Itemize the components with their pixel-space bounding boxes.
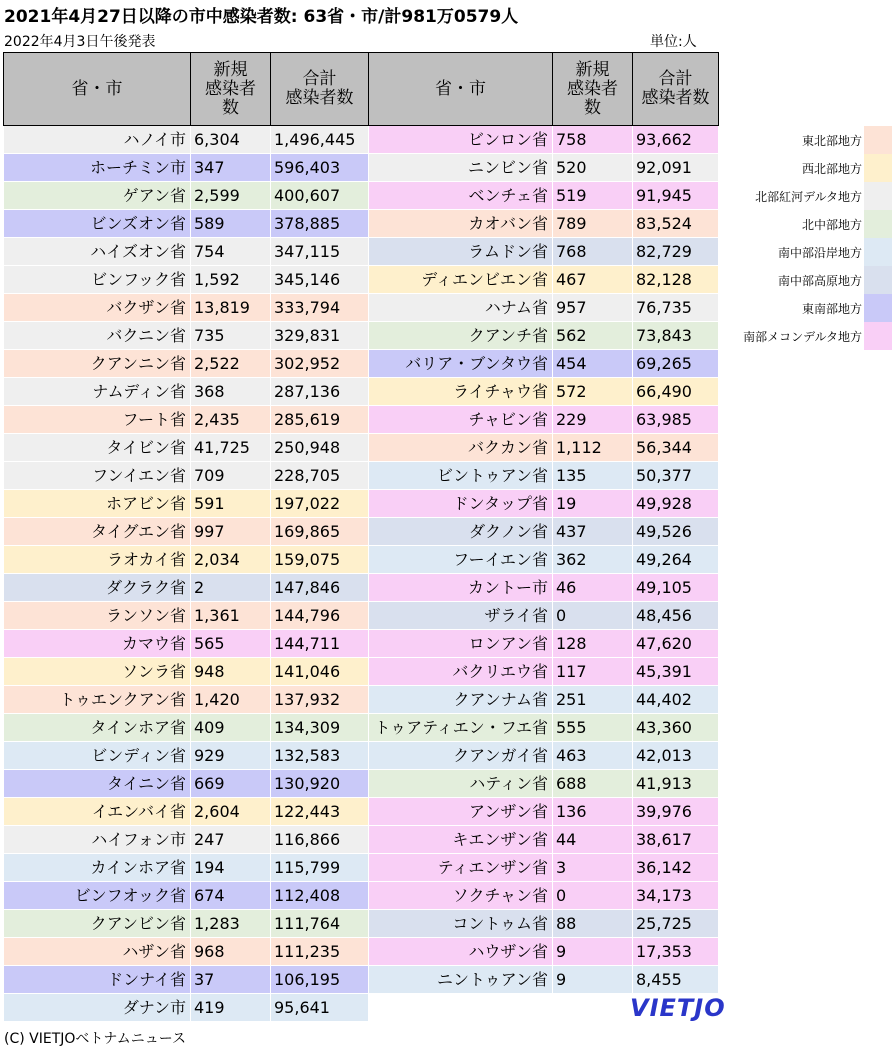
province-name-cell: タイニン省 xyxy=(4,770,191,798)
table-row xyxy=(369,658,719,686)
province-name-cell: クアンビン省 xyxy=(4,910,191,938)
province-name-cell: ロンアン省 xyxy=(369,630,553,658)
legend-item xyxy=(724,182,892,210)
total-cases-cell: 132,583 xyxy=(271,742,369,770)
province-name-cell: ニンビン省 xyxy=(369,154,553,182)
legend-label: 南中部沿岸地方 xyxy=(777,246,862,260)
province-name-cell: ライチャウ省 xyxy=(369,378,553,406)
table-row xyxy=(4,350,369,378)
right-case-table xyxy=(368,52,719,994)
legend-label: 南中部高原地方 xyxy=(777,274,862,288)
legend-swatch xyxy=(864,210,892,238)
total-cases-cell: 197,022 xyxy=(271,490,369,518)
header-province: 省・市 xyxy=(4,53,191,126)
total-cases-cell: 159,075 xyxy=(271,546,369,574)
total-cases-cell: 122,443 xyxy=(271,798,369,826)
new-cases-cell: 1,361 xyxy=(191,602,271,630)
table-row xyxy=(369,490,719,518)
table-row xyxy=(4,490,369,518)
total-cases-cell: 82,729 xyxy=(633,238,719,266)
legend-item xyxy=(724,154,892,182)
total-cases-cell: 76,735 xyxy=(633,294,719,322)
table-row xyxy=(4,378,369,406)
table-row xyxy=(369,126,719,154)
header-new-cases: 新規 感染者 数 xyxy=(191,53,271,126)
province-name-cell: ソンラ省 xyxy=(4,658,191,686)
new-cases-cell: 2,522 xyxy=(191,350,271,378)
legend-label: 東北部地方 xyxy=(801,134,862,148)
province-name-cell: ドンナイ省 xyxy=(4,966,191,994)
province-name-cell: ビンディン省 xyxy=(4,742,191,770)
table-row xyxy=(369,826,719,854)
total-cases-cell: 45,391 xyxy=(633,658,719,686)
left-case-table xyxy=(3,52,369,1022)
new-cases-cell: 562 xyxy=(553,322,633,350)
new-cases-cell: 37 xyxy=(191,966,271,994)
legend-label: 西北部地方 xyxy=(801,162,862,176)
total-cases-cell: 141,046 xyxy=(271,658,369,686)
table-row xyxy=(4,910,369,938)
total-cases-cell: 82,128 xyxy=(633,266,719,294)
table-row xyxy=(4,406,369,434)
province-name-cell: タインホア省 xyxy=(4,714,191,742)
province-name-cell: フート省 xyxy=(4,406,191,434)
table-row xyxy=(369,238,719,266)
page-title: 2021年4月27日以降の市中感染者数: 63省・市/計981万0579人 xyxy=(4,7,519,27)
new-cases-cell: 9 xyxy=(553,938,633,966)
legend-item xyxy=(724,266,892,294)
header-total-cases: 合計 感染者数 xyxy=(633,53,719,126)
table-row xyxy=(4,826,369,854)
table-row xyxy=(4,546,369,574)
table-row xyxy=(4,714,369,742)
table-row xyxy=(4,266,369,294)
province-name-cell: ビンフック省 xyxy=(4,266,191,294)
table-row xyxy=(4,238,369,266)
total-cases-cell: 56,344 xyxy=(633,434,719,462)
legend-swatch xyxy=(864,238,892,266)
legend-item xyxy=(724,210,892,238)
new-cases-cell: 9 xyxy=(553,966,633,994)
total-cases-cell: 116,866 xyxy=(271,826,369,854)
total-cases-cell: 39,976 xyxy=(633,798,719,826)
table-row xyxy=(369,686,719,714)
new-cases-cell: 117 xyxy=(553,658,633,686)
total-cases-cell: 333,794 xyxy=(271,294,369,322)
total-cases-cell: 400,607 xyxy=(271,182,369,210)
total-cases-cell: 47,620 xyxy=(633,630,719,658)
table-row xyxy=(4,630,369,658)
province-name-cell: ビンフオック省 xyxy=(4,882,191,910)
legend-item xyxy=(724,294,892,322)
table-row xyxy=(369,322,719,350)
legend-item xyxy=(724,322,892,350)
total-cases-cell: 228,705 xyxy=(271,462,369,490)
copyright-footer: (C) VIETJOベトナムニュース xyxy=(4,1031,187,1047)
total-cases-cell: 63,985 xyxy=(633,406,719,434)
vietjo-logo: VIETJO xyxy=(630,994,726,1022)
table-row xyxy=(4,770,369,798)
new-cases-cell: 2,604 xyxy=(191,798,271,826)
table-row xyxy=(369,574,719,602)
table-row xyxy=(4,434,369,462)
table-row xyxy=(4,294,369,322)
new-cases-cell: 194 xyxy=(191,854,271,882)
new-cases-cell: 968 xyxy=(191,938,271,966)
new-cases-cell: 758 xyxy=(553,126,633,154)
province-name-cell: ホーチミン市 xyxy=(4,154,191,182)
table-row xyxy=(4,882,369,910)
table-row xyxy=(4,322,369,350)
table-row xyxy=(4,658,369,686)
new-cases-cell: 1,592 xyxy=(191,266,271,294)
total-cases-cell: 43,360 xyxy=(633,714,719,742)
table-row xyxy=(369,938,719,966)
announcement-date: 2022年4月3日午後発表 xyxy=(4,34,156,50)
province-name-cell: ホアビン省 xyxy=(4,490,191,518)
total-cases-cell: 144,796 xyxy=(271,602,369,630)
total-cases-cell: 345,146 xyxy=(271,266,369,294)
province-name-cell: ティエンザン省 xyxy=(369,854,553,882)
new-cases-cell: 251 xyxy=(553,686,633,714)
province-name-cell: ゲアン省 xyxy=(4,182,191,210)
province-name-cell: バクリエウ省 xyxy=(369,658,553,686)
new-cases-cell: 368 xyxy=(191,378,271,406)
total-cases-cell: 115,799 xyxy=(271,854,369,882)
new-cases-cell: 0 xyxy=(553,602,633,630)
new-cases-cell: 2,599 xyxy=(191,182,271,210)
province-name-cell: クアンニン省 xyxy=(4,350,191,378)
new-cases-cell: 229 xyxy=(553,406,633,434)
table-row xyxy=(369,182,719,210)
new-cases-cell: 768 xyxy=(553,238,633,266)
total-cases-cell: 25,725 xyxy=(633,910,719,938)
table-row xyxy=(4,518,369,546)
table-row xyxy=(4,154,369,182)
table-row xyxy=(369,154,719,182)
new-cases-cell: 674 xyxy=(191,882,271,910)
total-cases-cell: 250,948 xyxy=(271,434,369,462)
province-name-cell: ラムドン省 xyxy=(369,238,553,266)
legend-label: 東南部地方 xyxy=(801,302,862,316)
province-name-cell: ハウザン省 xyxy=(369,938,553,966)
legend-item xyxy=(724,238,892,266)
table-row xyxy=(369,714,719,742)
new-cases-cell: 2 xyxy=(191,574,271,602)
new-cases-cell: 519 xyxy=(553,182,633,210)
table-row xyxy=(369,406,719,434)
province-name-cell: ハイフォン市 xyxy=(4,826,191,854)
new-cases-cell: 44 xyxy=(553,826,633,854)
table-row xyxy=(369,518,719,546)
header-new-cases: 新規 感染者 数 xyxy=(553,53,633,126)
total-cases-cell: 130,920 xyxy=(271,770,369,798)
new-cases-cell: 754 xyxy=(191,238,271,266)
total-cases-cell: 41,913 xyxy=(633,770,719,798)
province-name-cell: トゥアティエン・フエ省 xyxy=(369,714,553,742)
province-name-cell: ダクラク省 xyxy=(4,574,191,602)
province-name-cell: タイビン省 xyxy=(4,434,191,462)
total-cases-cell: 287,136 xyxy=(271,378,369,406)
table-row xyxy=(369,434,719,462)
table-row xyxy=(4,854,369,882)
new-cases-cell: 555 xyxy=(553,714,633,742)
new-cases-cell: 957 xyxy=(553,294,633,322)
table-row xyxy=(369,350,719,378)
total-cases-cell: 93,662 xyxy=(633,126,719,154)
legend-label: 南部メコンデルタ地方 xyxy=(743,330,862,344)
province-name-cell: ハノイ市 xyxy=(4,126,191,154)
table-row xyxy=(369,882,719,910)
table-row xyxy=(4,462,369,490)
total-cases-cell: 34,173 xyxy=(633,882,719,910)
new-cases-cell: 467 xyxy=(553,266,633,294)
new-cases-cell: 565 xyxy=(191,630,271,658)
new-cases-cell: 3 xyxy=(553,854,633,882)
province-name-cell: カインホア省 xyxy=(4,854,191,882)
new-cases-cell: 247 xyxy=(191,826,271,854)
total-cases-cell: 36,142 xyxy=(633,854,719,882)
legend-swatch xyxy=(864,294,892,322)
province-name-cell: ラオカイ省 xyxy=(4,546,191,574)
total-cases-cell: 1,496,445 xyxy=(271,126,369,154)
new-cases-cell: 0 xyxy=(553,882,633,910)
total-cases-cell: 285,619 xyxy=(271,406,369,434)
new-cases-cell: 520 xyxy=(553,154,633,182)
total-cases-cell: 38,617 xyxy=(633,826,719,854)
new-cases-cell: 1,420 xyxy=(191,686,271,714)
header-province: 省・市 xyxy=(369,53,553,126)
table-row xyxy=(4,210,369,238)
new-cases-cell: 2,034 xyxy=(191,546,271,574)
new-cases-cell: 362 xyxy=(553,546,633,574)
province-name-cell: バクザン省 xyxy=(4,294,191,322)
total-cases-cell: 112,408 xyxy=(271,882,369,910)
table-row xyxy=(4,798,369,826)
total-cases-cell: 42,013 xyxy=(633,742,719,770)
province-name-cell: クアンガイ省 xyxy=(369,742,553,770)
new-cases-cell: 688 xyxy=(553,770,633,798)
province-name-cell: バクニン省 xyxy=(4,322,191,350)
province-name-cell: ランソン省 xyxy=(4,602,191,630)
total-cases-cell: 95,641 xyxy=(271,994,369,1022)
province-name-cell: アンザン省 xyxy=(369,798,553,826)
total-cases-cell: 302,952 xyxy=(271,350,369,378)
total-cases-cell: 111,235 xyxy=(271,938,369,966)
province-name-cell: ナムディン省 xyxy=(4,378,191,406)
new-cases-cell: 454 xyxy=(553,350,633,378)
province-name-cell: ビンズオン省 xyxy=(4,210,191,238)
region-legend xyxy=(724,126,892,350)
province-name-cell: ベンチェ省 xyxy=(369,182,553,210)
table-row xyxy=(369,966,719,994)
new-cases-cell: 463 xyxy=(553,742,633,770)
province-name-cell: ザライ省 xyxy=(369,602,553,630)
province-name-cell: ハザン省 xyxy=(4,938,191,966)
province-name-cell: キエンザン省 xyxy=(369,826,553,854)
legend-item xyxy=(724,126,892,154)
province-name-cell: クアンナム省 xyxy=(369,686,553,714)
table-row xyxy=(369,378,719,406)
table-row xyxy=(369,742,719,770)
province-name-cell: カントー市 xyxy=(369,574,553,602)
legend-label: 北中部地方 xyxy=(801,218,862,232)
total-cases-cell: 144,711 xyxy=(271,630,369,658)
table-row xyxy=(4,742,369,770)
total-cases-cell: 50,377 xyxy=(633,462,719,490)
total-cases-cell: 378,885 xyxy=(271,210,369,238)
total-cases-cell: 17,353 xyxy=(633,938,719,966)
province-name-cell: ダナン市 xyxy=(4,994,191,1022)
table-row xyxy=(4,686,369,714)
table-row xyxy=(369,630,719,658)
province-name-cell: タイグエン省 xyxy=(4,518,191,546)
new-cases-cell: 135 xyxy=(553,462,633,490)
new-cases-cell: 13,819 xyxy=(191,294,271,322)
legend-swatch xyxy=(864,322,892,350)
province-name-cell: ハナム省 xyxy=(369,294,553,322)
province-name-cell: ビントゥアン省 xyxy=(369,462,553,490)
total-cases-cell: 66,490 xyxy=(633,378,719,406)
legend-swatch xyxy=(864,126,892,154)
total-cases-cell: 8,455 xyxy=(633,966,719,994)
legend-label: 北部紅河デルタ地方 xyxy=(755,190,862,204)
new-cases-cell: 669 xyxy=(191,770,271,798)
total-cases-cell: 169,865 xyxy=(271,518,369,546)
total-cases-cell: 111,764 xyxy=(271,910,369,938)
new-cases-cell: 41,725 xyxy=(191,434,271,462)
total-cases-cell: 49,526 xyxy=(633,518,719,546)
province-name-cell: ハイズオン省 xyxy=(4,238,191,266)
province-name-cell: ニントゥアン省 xyxy=(369,966,553,994)
total-cases-cell: 48,456 xyxy=(633,602,719,630)
new-cases-cell: 789 xyxy=(553,210,633,238)
total-cases-cell: 134,309 xyxy=(271,714,369,742)
new-cases-cell: 997 xyxy=(191,518,271,546)
province-name-cell: ビンロン省 xyxy=(369,126,553,154)
total-cases-cell: 83,524 xyxy=(633,210,719,238)
province-name-cell: バリア・ブンタウ省 xyxy=(369,350,553,378)
table-row xyxy=(4,574,369,602)
total-cases-cell: 49,105 xyxy=(633,574,719,602)
province-name-cell: トゥエンクアン省 xyxy=(4,686,191,714)
total-cases-cell: 329,831 xyxy=(271,322,369,350)
total-cases-cell: 44,402 xyxy=(633,686,719,714)
new-cases-cell: 136 xyxy=(553,798,633,826)
table-row xyxy=(4,602,369,630)
unit-label: 単位:人 xyxy=(650,34,697,50)
table-row xyxy=(369,294,719,322)
table-row xyxy=(4,126,369,154)
province-name-cell: クアンチ省 xyxy=(369,322,553,350)
new-cases-cell: 46 xyxy=(553,574,633,602)
new-cases-cell: 572 xyxy=(553,378,633,406)
new-cases-cell: 735 xyxy=(191,322,271,350)
province-name-cell: カマウ省 xyxy=(4,630,191,658)
new-cases-cell: 347 xyxy=(191,154,271,182)
total-cases-cell: 92,091 xyxy=(633,154,719,182)
table-row xyxy=(4,966,369,994)
table-row xyxy=(369,266,719,294)
province-name-cell: チャビン省 xyxy=(369,406,553,434)
province-name-cell: ドンタップ省 xyxy=(369,490,553,518)
table-row xyxy=(369,602,719,630)
new-cases-cell: 591 xyxy=(191,490,271,518)
new-cases-cell: 948 xyxy=(191,658,271,686)
province-name-cell: フンイエン省 xyxy=(4,462,191,490)
new-cases-cell: 589 xyxy=(191,210,271,238)
table-row xyxy=(369,854,719,882)
total-cases-cell: 147,846 xyxy=(271,574,369,602)
new-cases-cell: 1,112 xyxy=(553,434,633,462)
total-cases-cell: 106,195 xyxy=(271,966,369,994)
new-cases-cell: 88 xyxy=(553,910,633,938)
new-cases-cell: 437 xyxy=(553,518,633,546)
province-name-cell: ソクチャン省 xyxy=(369,882,553,910)
total-cases-cell: 49,928 xyxy=(633,490,719,518)
new-cases-cell: 709 xyxy=(191,462,271,490)
legend-swatch xyxy=(864,154,892,182)
total-cases-cell: 49,264 xyxy=(633,546,719,574)
total-cases-cell: 73,843 xyxy=(633,322,719,350)
province-name-cell: フーイエン省 xyxy=(369,546,553,574)
new-cases-cell: 19 xyxy=(553,490,633,518)
table-row xyxy=(369,546,719,574)
new-cases-cell: 409 xyxy=(191,714,271,742)
legend-swatch xyxy=(864,182,892,210)
new-cases-cell: 6,304 xyxy=(191,126,271,154)
table-row xyxy=(369,462,719,490)
table-row xyxy=(369,210,719,238)
province-name-cell: バクカン省 xyxy=(369,434,553,462)
province-name-cell: イエンバイ省 xyxy=(4,798,191,826)
header-total-cases: 合計 感染者数 xyxy=(271,53,369,126)
total-cases-cell: 137,932 xyxy=(271,686,369,714)
new-cases-cell: 929 xyxy=(191,742,271,770)
province-name-cell: ダクノン省 xyxy=(369,518,553,546)
province-name-cell: ハティン省 xyxy=(369,770,553,798)
total-cases-cell: 69,265 xyxy=(633,350,719,378)
total-cases-cell: 596,403 xyxy=(271,154,369,182)
new-cases-cell: 419 xyxy=(191,994,271,1022)
table-row xyxy=(369,770,719,798)
table-row xyxy=(4,938,369,966)
new-cases-cell: 1,283 xyxy=(191,910,271,938)
legend-swatch xyxy=(864,266,892,294)
table-row xyxy=(4,994,369,1022)
total-cases-cell: 347,115 xyxy=(271,238,369,266)
province-name-cell: コントゥム省 xyxy=(369,910,553,938)
province-name-cell: ディエンビエン省 xyxy=(369,266,553,294)
table-row xyxy=(369,798,719,826)
province-name-cell: カオバン省 xyxy=(369,210,553,238)
table-row xyxy=(4,182,369,210)
new-cases-cell: 128 xyxy=(553,630,633,658)
table-row xyxy=(369,910,719,938)
new-cases-cell: 2,435 xyxy=(191,406,271,434)
total-cases-cell: 91,945 xyxy=(633,182,719,210)
